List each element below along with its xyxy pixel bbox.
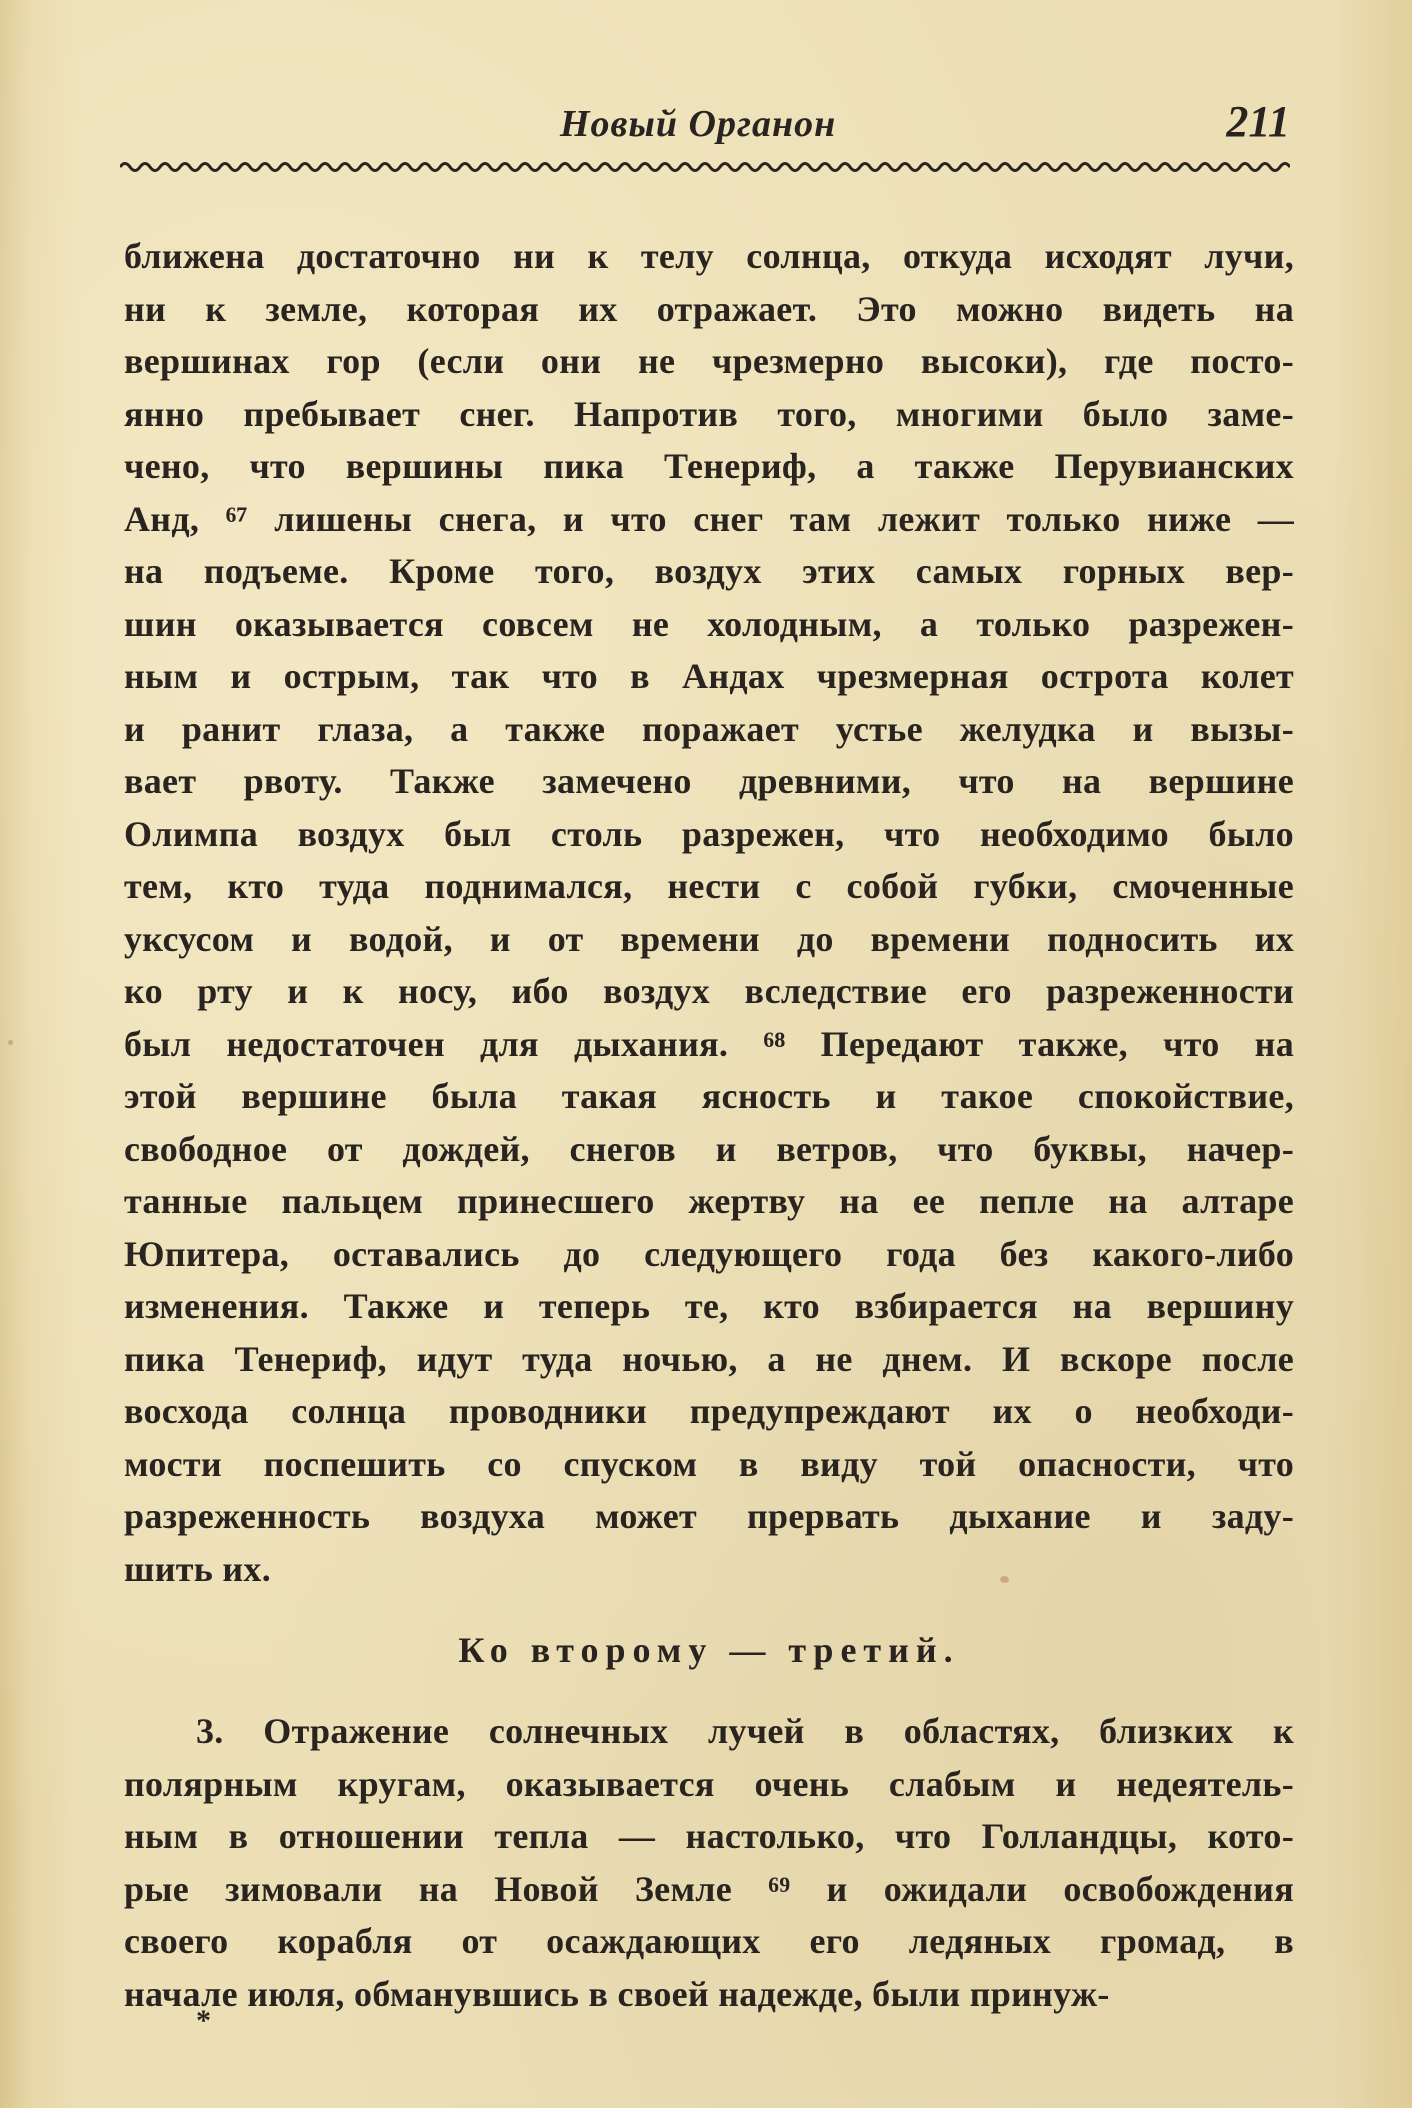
text-line: изменения. Также и теперь те, кто взбирается на вершину: [124, 1286, 1294, 1326]
text-line: вает рвоту. Также замечено древними, что на вершине: [124, 761, 1294, 801]
text-line: Юпитера, оставались до следующего года без какого-либо: [124, 1233, 1294, 1274]
ink-spot: [8, 1040, 13, 1045]
page-header: [120, 96, 1290, 156]
text-line: был недостаточен для дыхания. ⁶⁸ Передают также, что на: [124, 1023, 1294, 1064]
text-line: шить их.: [124, 1548, 271, 1589]
text-line: уксусом и водой, и от времени до времени подносить их: [124, 918, 1294, 959]
text-line: Олимпа воздух был столь разрежен, что необходимо было: [124, 813, 1294, 854]
page-number: 211: [1226, 97, 1290, 146]
paragraph-2: [124, 1705, 1294, 2020]
text-line: ни к земле, которая их отражает. Это можно видеть на: [124, 288, 1294, 329]
text-line: этой вершине была такая ясность и такое спокойствие,: [124, 1076, 1294, 1116]
text-line: ко рту и к носу, ибо воздух вследствие его разреженности: [124, 971, 1294, 1011]
running-title: Новый Органон: [560, 103, 837, 145]
footnote-mark: *: [196, 2004, 211, 2037]
text-line: вершинах гор (если они не чрезмерно высоки), где посто-: [124, 341, 1294, 381]
text-line: на подъеме. Кроме того, воздух этих самых горных вер-: [124, 551, 1294, 591]
text-line: начале июля, обманувшись в своей надежде, были принуж-: [124, 1973, 1110, 2014]
text-line: мости поспешить со спуском в виду той опасности, что: [124, 1443, 1294, 1484]
text-line: рые зимовали на Новой Земле ⁶⁹ и ожидали освобождения: [124, 1868, 1294, 1909]
text-line: ным в отношении тепла — настолько, что Голландцы, кото-: [124, 1816, 1294, 1856]
body-text: [124, 230, 1294, 2020]
text-line: Анд, ⁶⁷ лишены снега, и что снег там лежит только ниже —: [124, 498, 1294, 539]
text-line: шин оказывается совсем не холодным, а только разрежен-: [124, 603, 1294, 644]
section-heading: Ко второму — третий.: [458, 1630, 960, 1670]
text-line: ближена достаточно ни к телу солнца, откуда исходят лучи,: [124, 236, 1294, 276]
paragraph-1: [124, 230, 1294, 1595]
text-line: полярным кругам, оказывается очень слабым и недеятель-: [124, 1763, 1294, 1804]
text-line: ным и острым, так что в Андах чрезмерная острота колет: [124, 656, 1294, 696]
text-line: и ранит глаза, а также поражает устье желудка и вызы-: [124, 708, 1294, 749]
text-line: восхода солнца проводники предупреждают их о необходи-: [124, 1391, 1294, 1431]
text-line: янно пребывает снег. Напротив того, многими было заме-: [124, 393, 1294, 434]
decorative-wavy-rule: [120, 160, 1290, 174]
text-line: своего корабля от осаждающих его ледяных громад, в: [124, 1921, 1294, 1961]
text-line: тем, кто туда поднимался, нести с собой губки, смоченные: [124, 866, 1294, 906]
ink-spot: [1000, 1576, 1009, 1583]
text-line: пика Тенериф, идут туда ночью, а не днем. И вскоре после: [124, 1338, 1294, 1379]
text-line: 3. Отражение солнечных лучей в областях, близких к: [196, 1711, 1294, 1751]
text-line: свободное от дождей, снегов и ветров, что буквы, начер-: [124, 1128, 1294, 1169]
text-line: чено, что вершины пика Тенериф, а также Перувианских: [124, 446, 1294, 486]
text-line: разреженность воздуха может прервать дыхание и заду-: [124, 1496, 1294, 1536]
text-line: танные пальцем принесшего жертву на ее пепле на алтаре: [124, 1181, 1294, 1221]
